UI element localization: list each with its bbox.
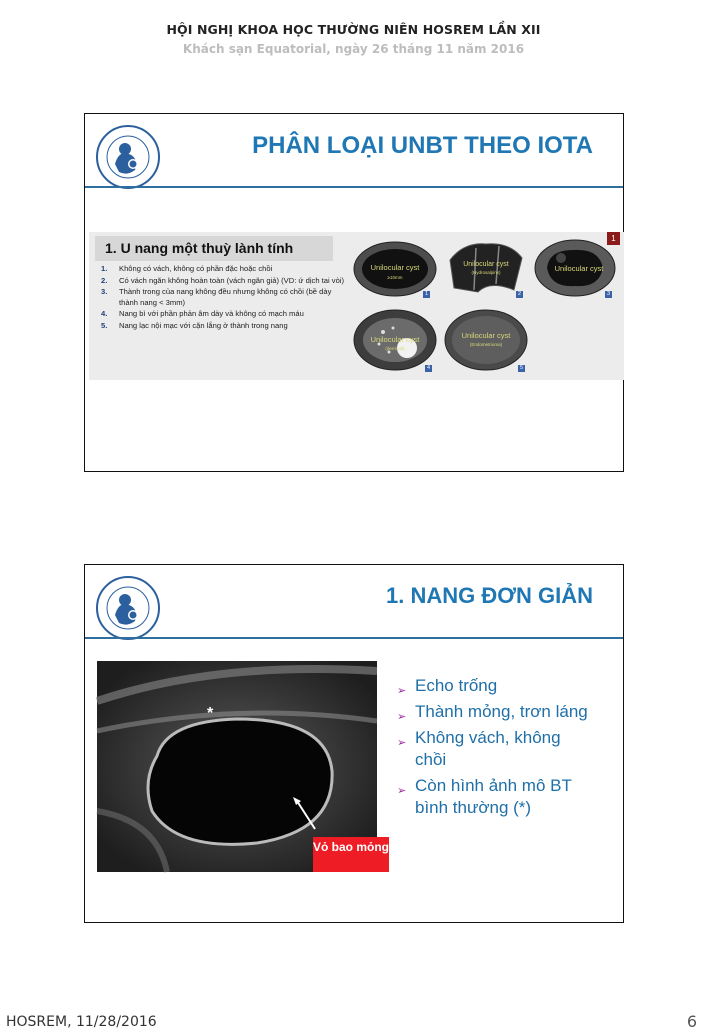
image-sublabel: ≥10mm (387, 275, 403, 280)
image-number: 3 (606, 291, 611, 297)
ultrasound-image (353, 240, 437, 298)
image-label: Unilocular cyst (463, 261, 509, 268)
list-item: 4. Nang bì với phần phản âm dày và không có mạch máu (101, 309, 304, 318)
list-item: 5. Nang lạc nội mạc với cặn lắng ở thành trong nang (101, 320, 288, 330)
slide-title: 1. NANG ĐƠN GIẢN (385, 583, 593, 608)
ultrasound-image (97, 661, 389, 872)
list-item: ➢ Echo trống (395, 675, 595, 697)
image-sublabel: (dermoid) (385, 346, 405, 351)
image-number: 1 (424, 291, 429, 297)
hospital-logo-icon (95, 124, 161, 190)
image-sublabel: (Endometrioma) (469, 342, 503, 347)
slide-badge: 1 (607, 232, 620, 245)
image-number: 4 (426, 365, 431, 371)
list-item: ➢ Không vách, không chồi (397, 728, 561, 769)
image-label: Unilocular cyst (370, 263, 420, 272)
image-label: Unilocular cyst (461, 331, 511, 340)
ultrasound-image (353, 308, 437, 372)
ultrasound-image (444, 240, 528, 298)
list-item: 2. Có vách ngăn không hoàn toàn (vách ngăn giả) (VD: ứ dịch tai vòi) (101, 275, 345, 285)
iota-panel (89, 232, 624, 380)
arrow-bullet-icon: ➢ (397, 711, 407, 723)
bullet-list (395, 675, 595, 823)
list-item: ➢ Còn hình ảnh mô BT bình thường (*) (397, 776, 572, 817)
asterisk-marker: * (207, 705, 214, 722)
arrow-bullet-icon: ➢ (397, 685, 407, 697)
image-number: 5 (519, 365, 524, 371)
ultrasound-image (444, 308, 528, 372)
footer-date: HOSREM, 11/28/2016 (6, 1014, 157, 1030)
arrow-bullet-icon: ➢ (397, 785, 407, 797)
title-divider (85, 186, 623, 188)
hospital-logo-icon (95, 575, 161, 641)
criteria-list (101, 264, 345, 332)
list-item: 3. Thành trong của nang không đều nhưng không có chồi (bề dày thành nang < 3mm) (101, 287, 332, 307)
image-number: 2 (517, 291, 522, 297)
slide-simple-cyst (84, 564, 624, 923)
arrow-bullet-icon: ➢ (397, 737, 407, 749)
conference-subtitle: Khách sạn Equatorial, ngày 26 tháng 11 năm 2016 (182, 42, 525, 56)
list-item: ➢ Thành mỏng, trơn láng (395, 701, 595, 723)
page-number: 6 (686, 1012, 697, 1031)
ultrasound-image (533, 238, 617, 298)
image-callout-label: Vỏ bao mỏng (313, 837, 389, 872)
slide-iota-classification (84, 113, 624, 472)
list-item: 1. Không có vách, không có phần đặc hoặc chồi (101, 264, 273, 273)
conference-title: HỘI NGHỊ KHOA HỌC THƯỜNG NIÊN HOSREM LẦN XII (166, 22, 541, 37)
image-label: Unilocular cyst (554, 264, 604, 273)
slide-title: PHÂN LOẠI UNBT THEO IOTA (252, 132, 593, 159)
image-label: Unilocular cyst (370, 335, 420, 344)
section-heading: 1. U nang một thuỳ lành tính (95, 236, 333, 261)
title-divider (85, 637, 623, 639)
image-sublabel: (Hydrosalpinx) (471, 270, 501, 275)
